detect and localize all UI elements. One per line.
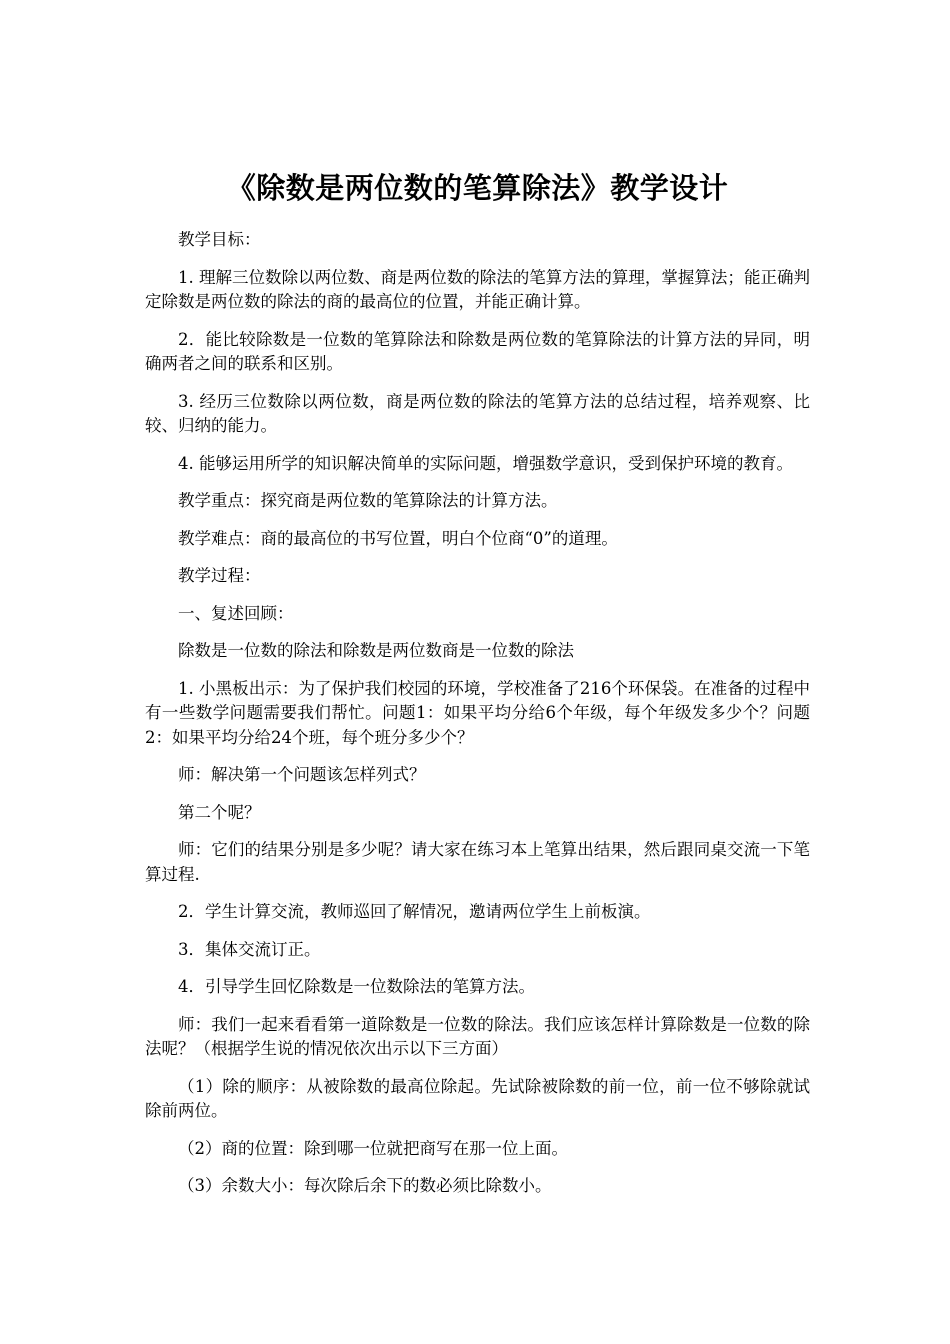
paragraph-goal-2: 2．能比较除数是一位数的笔算除法和除数是两位数的笔算除法的计算方法的异同，明确两者之间的联系和区别。 <box>145 329 810 373</box>
paragraph-step-1: 1. 小黑板出示：为了保护我们校园的环境，学校准备了216个环保袋。在准备的过程中有一些数学问题需要我们帮忙。问题1：如果平均分给6个年级，每个年级发多少个？问题2：如果平均分给24个班，每个班分多少个？ <box>145 678 810 747</box>
paragraph-rule-3: （3）余数大小：每次除后余下的数必须比除数小。 <box>178 1176 552 1195</box>
paragraph-rule-2: （2）商的位置：除到哪一位就把商写在那一位上面。 <box>178 1138 568 1158</box>
paragraph-goal-3: 3. 经历三位数除以两位数，商是两位数的除法的笔算方法的总结过程，培养观察、比较、归纳的能力。 <box>145 391 810 435</box>
paragraph-step-4: 4．引导学生回忆除数是一位数除法的笔算方法。 <box>178 977 535 996</box>
paragraph-goal-1: 1. 理解三位数除以两位数、商是两位数的除法的笔算方法的算理，掌握算法；能正确判定除数是两位数的除法的商的最高位的位置，并能正确计算。 <box>145 267 810 311</box>
paragraph-teacher-question-2: 第二个呢？ <box>178 802 261 822</box>
paragraph-key-point: 教学重点：探究商是两位数的笔算除法的计算方法。 <box>178 491 558 510</box>
paragraph-teacher-question-3: 师：它们的结果分别是多少呢？请大家在练习本上笔算出结果，然后跟同桌交流一下笔算过程. <box>145 840 810 884</box>
paragraph-process-heading: 教学过程： <box>178 566 261 585</box>
paragraph-goal-4: 4. 能够运用所学的知识解决简单的实际问题，增强数学意识，受到保护环境的教育。 <box>178 453 793 473</box>
paragraph-difficulty: 教学难点：商的最高位的书写位置，明白个位商“0”的道理。 <box>178 528 618 548</box>
document-title: 《除数是两位数的笔算除法》教学设计 <box>226 171 729 205</box>
paragraph-teacher-explain: 师：我们一起来看看第一道除数是一位数的除法。我们应该怎样计算除数是一位数的除法呢？（根据学生说的情况依次出示以下三方面） <box>145 1014 810 1058</box>
paragraph-step-3: 3．集体交流订正。 <box>178 939 321 959</box>
paragraph-teaching-goals-heading: 教学目标： <box>178 230 261 249</box>
paragraph-step-2: 2．学生计算交流，教师巡回了解情况，邀请两位学生上前板演。 <box>178 902 651 921</box>
document-page <box>145 168 810 1212</box>
paragraph-teacher-question-1: 师：解决第一个问题该怎样列式？ <box>178 765 426 784</box>
paragraph-rule-1: （1）除的顺序：从被除数的最高位除起。先试除被除数的前一位，前一位不够除就试除前两位。 <box>145 1076 810 1120</box>
paragraph-review-topic: 除数是一位数的除法和除数是两位数商是一位数的除法 <box>178 641 574 660</box>
paragraph-section-review: 一、复述回顾： <box>178 603 294 623</box>
